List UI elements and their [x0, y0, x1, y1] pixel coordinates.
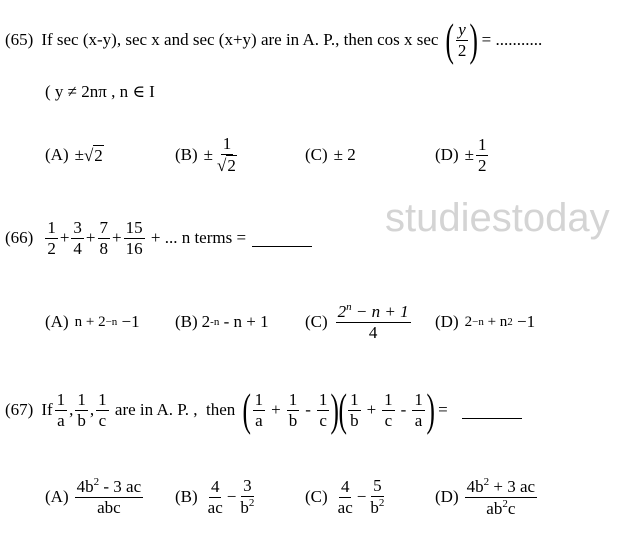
- exponent: 2: [93, 476, 100, 489]
- numerator: 1: [222, 134, 232, 154]
- question-65-condition: ( y ≠ 2nπ , n ∈ I: [45, 82, 155, 101]
- fraction: [98, 218, 111, 258]
- numerator: 4: [340, 476, 350, 496]
- denominator: b: [288, 410, 298, 430]
- answer-blank: [462, 417, 522, 419]
- fraction: [336, 301, 411, 342]
- option-d[interactable]: [435, 467, 539, 527]
- question-66: [5, 208, 312, 268]
- fraction: [96, 390, 109, 430]
- plus-minus: ±: [203, 145, 214, 164]
- denominator: 2: [47, 238, 56, 258]
- denominator: [484, 498, 517, 519]
- fraction: [317, 390, 330, 430]
- option-b[interactable]: [175, 125, 241, 185]
- option-a[interactable]: [45, 125, 104, 185]
- minus: −: [356, 487, 367, 506]
- exponent: −n: [105, 316, 118, 328]
- term: b: [370, 498, 379, 517]
- left-paren: (: [338, 384, 347, 435]
- numerator: 1: [288, 389, 298, 409]
- denominator: a: [414, 410, 423, 430]
- numerator: 3: [243, 476, 252, 496]
- numerator: [465, 476, 537, 498]
- option-label: (B): [175, 487, 198, 506]
- denominator: c: [384, 410, 393, 430]
- fraction: [456, 20, 469, 60]
- numerator: [75, 476, 144, 498]
- denominator: abc: [97, 498, 121, 517]
- fraction: [382, 390, 395, 430]
- option-c[interactable]: [305, 292, 413, 352]
- option-label: (C): [305, 145, 328, 164]
- fraction: [215, 134, 239, 175]
- right-paren: ): [469, 14, 479, 65]
- comma: ,: [69, 400, 74, 419]
- exponent: −n: [472, 316, 484, 328]
- fraction: [287, 390, 300, 430]
- option-c[interactable]: [305, 125, 356, 185]
- term: 2: [337, 302, 347, 322]
- term: 4b: [466, 476, 484, 496]
- option-value: ± 2: [333, 145, 356, 164]
- numerator: 3: [73, 217, 82, 237]
- option-a[interactable]: [45, 467, 145, 527]
- option-a[interactable]: [45, 292, 140, 352]
- question-65: [5, 10, 542, 70]
- denominator: ac: [207, 497, 223, 517]
- fraction: [206, 477, 225, 517]
- denominator: 2: [477, 155, 487, 175]
- option-d[interactable]: [435, 125, 490, 185]
- question-number: (66): [5, 228, 34, 247]
- answer-blank: = ...........: [481, 30, 543, 49]
- term: ab: [486, 498, 503, 518]
- numerator: 15: [125, 217, 143, 237]
- denominator: 2: [457, 40, 467, 60]
- numerator: 1: [414, 389, 423, 409]
- plus: +: [271, 400, 281, 419]
- plus-minus: ±: [464, 145, 474, 164]
- denominator: c: [319, 410, 327, 430]
- denominator: 16: [125, 238, 143, 258]
- option-label: (C): [305, 312, 328, 331]
- question-number: (65): [5, 30, 34, 49]
- option-label: (C): [305, 487, 328, 506]
- numerator: 1: [98, 389, 107, 409]
- term: −1: [512, 312, 536, 331]
- exponent: 2: [507, 316, 513, 328]
- numerator: 5: [373, 476, 382, 496]
- exponent: 2: [248, 497, 255, 509]
- fraction: [412, 390, 425, 430]
- fraction: [368, 476, 386, 517]
- plus: +: [59, 228, 70, 247]
- denominator: 4: [73, 238, 82, 258]
- denominator: [238, 497, 256, 518]
- numerator: 1: [56, 389, 66, 409]
- minus: −: [226, 487, 237, 506]
- option-label: (A): [45, 312, 69, 331]
- option-label: (D): [435, 145, 459, 164]
- exponent: 2: [483, 475, 490, 488]
- right-paren: ): [330, 384, 340, 435]
- fraction: [253, 390, 266, 430]
- denominator: √ 2: [217, 156, 236, 175]
- term: b: [240, 498, 249, 517]
- fraction: [124, 218, 145, 258]
- fraction: [75, 390, 88, 430]
- denominator: 8: [99, 238, 109, 258]
- denominator: b: [77, 410, 86, 430]
- question-text: + ... n terms =: [146, 228, 247, 247]
- term: + n: [483, 313, 508, 330]
- numerator: 4: [210, 476, 220, 496]
- denominator: [368, 497, 386, 518]
- numerator: [336, 301, 411, 323]
- fraction: [476, 135, 489, 175]
- denominator: b: [350, 410, 359, 430]
- radicand: 2: [227, 156, 236, 175]
- equals: =: [438, 400, 448, 419]
- plus-minus: ±: [74, 145, 84, 164]
- exponent: n: [346, 301, 352, 314]
- term: −1: [117, 312, 140, 331]
- plus: +: [112, 228, 122, 247]
- denominator: c: [98, 410, 107, 430]
- fraction: [465, 476, 537, 518]
- fraction: [55, 390, 68, 430]
- left-paren: (: [445, 14, 455, 65]
- option-label: (D): [435, 312, 459, 331]
- numerator: 1: [318, 389, 328, 409]
- fraction: [348, 390, 361, 430]
- question-text: are in A. P. , then: [110, 400, 236, 419]
- denominator: 4: [368, 323, 378, 342]
- minus: -: [400, 400, 407, 419]
- answer-blank: [252, 245, 312, 247]
- fraction: [75, 476, 144, 517]
- term: c: [507, 498, 516, 518]
- fraction: [45, 218, 58, 258]
- option-label: (A): [45, 145, 69, 164]
- exponent: 2: [502, 497, 508, 510]
- term: 4b: [76, 477, 94, 497]
- option-label: (D): [435, 487, 459, 506]
- option-c[interactable]: [305, 467, 388, 527]
- fraction: [238, 476, 256, 517]
- option-d[interactable]: [435, 292, 535, 352]
- comma: ,: [89, 400, 95, 419]
- fraction: [71, 218, 84, 258]
- watermark: studiestoday: [385, 196, 610, 240]
- term: − n + 1: [351, 302, 409, 322]
- question-text: If sec (x-y), sec x and sec (x+y) are in A. P., then cos x sec: [41, 30, 439, 49]
- numerator: y: [458, 19, 466, 39]
- option-b[interactable]: [175, 292, 269, 352]
- left-paren: (: [242, 384, 252, 435]
- exponent: -n: [210, 316, 220, 328]
- numerator: 1: [77, 389, 86, 409]
- numerator: 1: [477, 134, 487, 154]
- question-text: If: [41, 400, 53, 419]
- term: n + 2: [74, 313, 106, 330]
- radicand: 2: [94, 145, 103, 165]
- plus: +: [85, 228, 96, 247]
- option-b[interactable]: [175, 467, 258, 527]
- option-label: (A): [45, 487, 69, 506]
- sqrt: √ 2: [83, 145, 103, 165]
- numerator: 1: [254, 389, 264, 409]
- fraction: [336, 477, 355, 517]
- plus: +: [366, 400, 377, 419]
- numerator: 1: [47, 217, 56, 237]
- question-number: (67): [5, 400, 34, 419]
- term: + 3 ac: [489, 476, 536, 496]
- exponent: 2: [378, 497, 385, 509]
- question-67: [5, 380, 522, 440]
- option-label: (B): [175, 145, 198, 164]
- minus: -: [305, 400, 311, 419]
- numerator: 1: [384, 389, 393, 409]
- option-label: (B): [175, 312, 198, 331]
- numerator: 1: [350, 389, 359, 409]
- denominator: a: [255, 410, 263, 430]
- term: 2: [201, 312, 211, 331]
- right-paren: ): [426, 384, 435, 435]
- term: - n + 1: [219, 312, 269, 331]
- term: - 3 ac: [99, 477, 142, 497]
- term: 2: [464, 313, 473, 330]
- denominator: a: [57, 410, 65, 430]
- numerator: 7: [99, 217, 109, 237]
- denominator: ac: [337, 497, 353, 517]
